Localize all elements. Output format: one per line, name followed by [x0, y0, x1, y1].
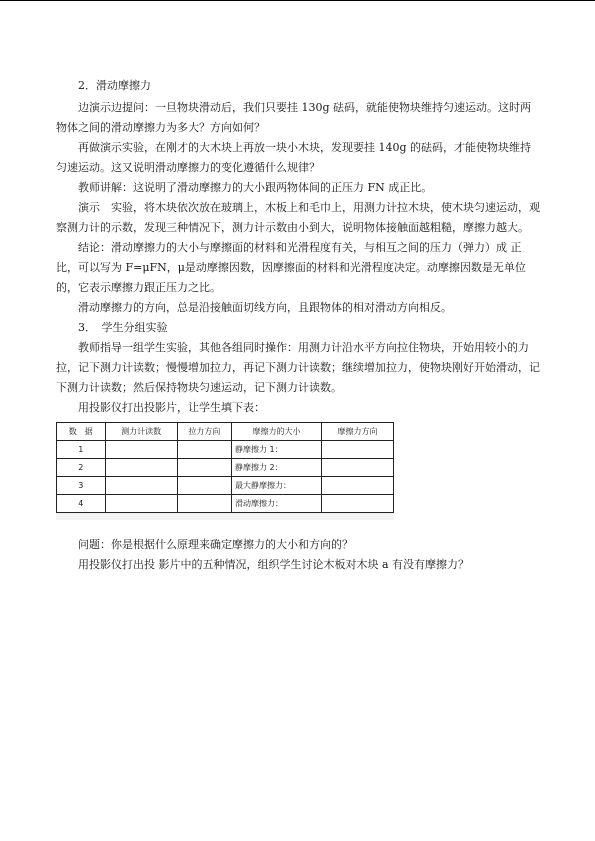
table-cell: 2 [57, 459, 106, 477]
paragraph-second-demo: 再做演示实验，在刚才的大木块上再放一块小木块，发现要挂 140g 的砝码，才能使物块维持匀速运动。这又说明滑动摩擦力的变化遵循什么规律？ [56, 141, 532, 174]
section-heading-sliding-friction: 2．滑动摩擦力 [78, 79, 151, 92]
table-cell: 最大静摩擦力： [232, 477, 322, 495]
table-cell [321, 477, 393, 495]
paragraph-conclusion: 结论：滑动摩擦力的大小与摩擦面的材料和光滑程度有关，与相互之间的压力（弹力）成 正比，可以写为 F=μFN，μ是动摩擦因数，因摩擦面的材料和光滑程度决定。动摩擦因数是无单位的，它表示摩擦力跟正压力之比。 [56, 241, 526, 294]
friction-data-table [56, 422, 394, 513]
table-row [57, 459, 394, 477]
table-cell [321, 459, 393, 477]
table-cell [105, 441, 177, 459]
table-cell: 滑动摩擦力： [232, 495, 322, 513]
paragraph-teacher-explanation: 教师讲解：这说明了滑动摩擦力的大小跟两物体间的正压力 FN 成正比。 [78, 181, 433, 194]
table-cell: 1 [57, 441, 106, 459]
table-header-cell: 拉力方向 [177, 423, 231, 441]
table-cell [105, 495, 177, 513]
table-cell: 3 [57, 477, 106, 495]
table-cell [321, 495, 393, 513]
table-cell [105, 477, 177, 495]
table-header-cell: 测力计读数 [105, 423, 177, 441]
table-row [57, 495, 394, 513]
page-top-rule [0, 0, 595, 1]
table-row [57, 441, 394, 459]
paragraph-five-cases: 用投影仪打出投 影片中的五种情况，组织学生讨论木板对木块 a 有没有摩擦力？ [78, 558, 470, 571]
document-body [56, 76, 540, 575]
paragraph-group-instructions: 教师指导一组学生实验，其他各组同时操作：用测力计沿水平方向拉住物块，开始用较小的力拉，记下测力计读数；慢慢增加拉力，再记下测力计读数；继续增加拉力，使物块刚好开始滑动，记下测力计读数；然后保持物块匀速运动，记下测力计读数。 [56, 341, 540, 394]
table-cell [321, 441, 393, 459]
table-cell: 4 [57, 495, 106, 513]
table-header-cell: 数 据 [57, 423, 106, 441]
section-heading-group-experiment: 3． 学生分组实验 [78, 321, 168, 334]
table-cell [177, 477, 231, 495]
paragraph-demo-question: 边演示边提问：一旦物块滑动后，我们只要挂 130g 砝码，就能使物块维持匀速运动。这时两物体之间的滑动摩擦力为多大？方向如何？ [56, 101, 532, 134]
paragraph-surface-demo: 演示 实验，将木块依次放在玻璃上，木板上和毛巾上，用测力计拉木块，使木块匀速运动，观察测力计的示数，发现三种情况下，测力计示数由小到大，说明物体接触面越粗糙，摩擦力越大。 [56, 201, 540, 234]
table-cell: 静摩擦力 2： [232, 459, 322, 477]
paragraph-projector-table: 用投影仪打出投影片，让学生填下表： [78, 401, 265, 414]
table-cell [177, 495, 231, 513]
data-table-wrapper [56, 422, 394, 513]
table-cell [177, 441, 231, 459]
table-header-row [57, 423, 394, 441]
table-header-cell: 摩擦力的大小 [232, 423, 322, 441]
table-cell [105, 459, 177, 477]
table-cell [177, 459, 231, 477]
table-cell: 静摩擦力 1： [232, 441, 322, 459]
table-header-cell: 摩擦力方向 [321, 423, 393, 441]
table-row [57, 477, 394, 495]
paragraph-friction-direction: 滑动摩擦力的方向，总是沿接触面切线方向，且跟物体的相对滑动方向相反。 [78, 301, 452, 314]
paragraph-question: 问题：你是根据什么原理来确定摩擦力的大小和方向的？ [78, 538, 353, 551]
